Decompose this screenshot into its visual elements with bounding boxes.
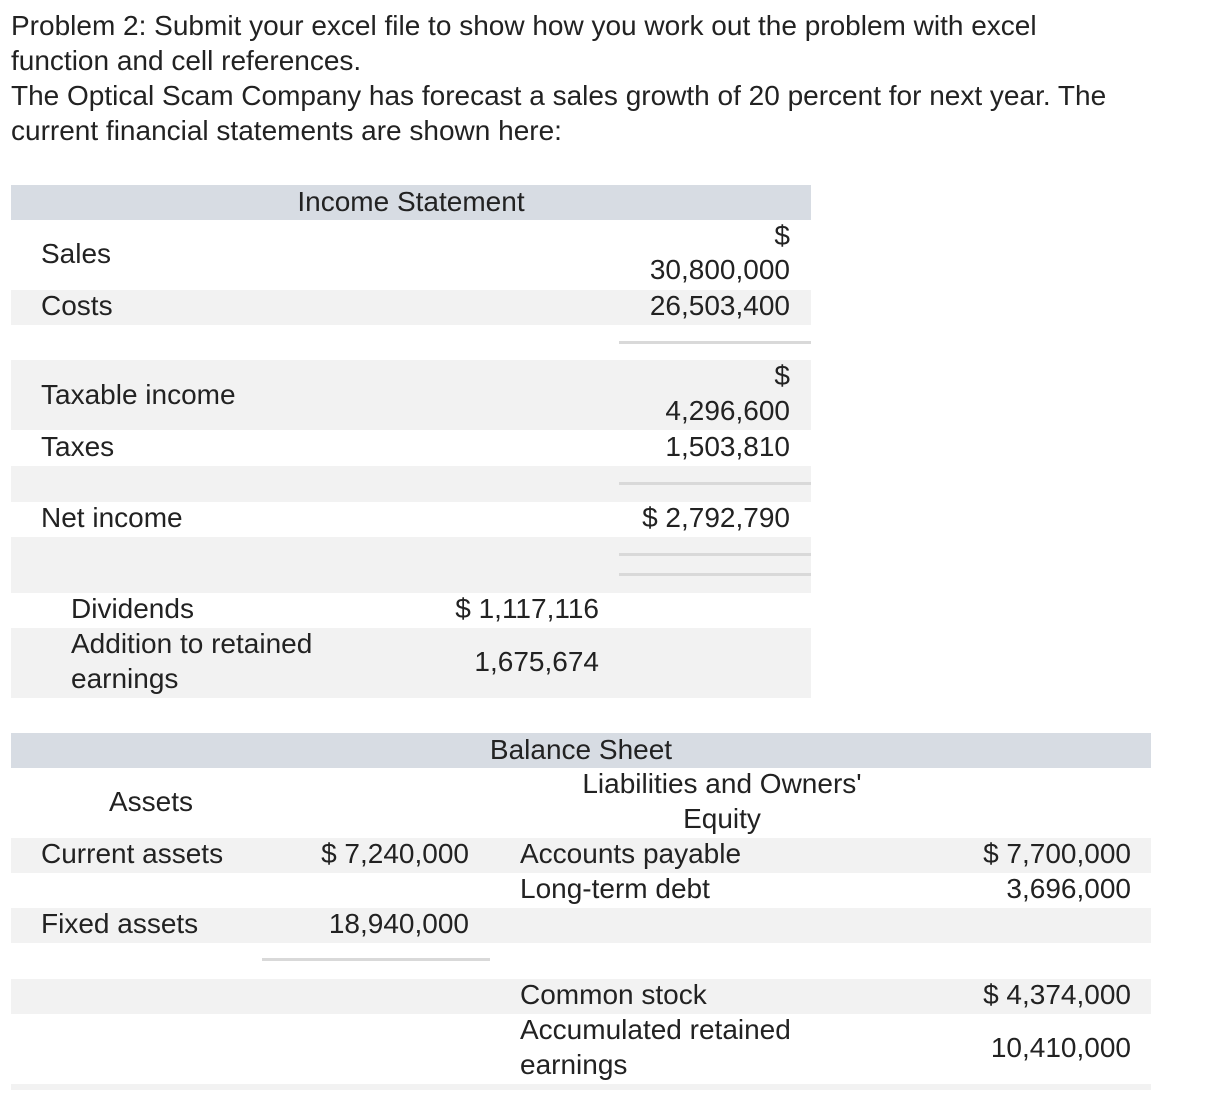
- accumulated-retained-value: 10,410,000: [990, 1032, 1131, 1063]
- balance-sheet-title: Balance Sheet: [489, 734, 673, 765]
- costs-value: 26,503,400: [649, 290, 790, 321]
- addition-retained-label-2: earnings: [71, 663, 179, 694]
- common-stock-value: $ 4,374,000: [983, 979, 1131, 1010]
- problem-text-line-3: The Optical Scam Company has forecast a sales growth of 20 percent for next year. The: [11, 80, 1107, 111]
- sales-label: Sales: [41, 238, 112, 269]
- current-assets-value: $ 7,240,000: [321, 838, 469, 869]
- assets-label: Assets: [108, 786, 194, 817]
- common-stock-label: Common stock: [520, 979, 707, 1010]
- long-term-debt-label: Long-term debt: [520, 873, 710, 904]
- fixed-assets-value: 18,940,000: [328, 908, 469, 939]
- double-underline-bottom: [619, 573, 811, 576]
- current-assets-label: Current assets: [41, 838, 224, 869]
- long-term-debt-value: 3,696,000: [1006, 873, 1131, 904]
- bottom-band: [11, 1084, 1151, 1090]
- problem-text-line-2: function and cell references.: [11, 45, 362, 76]
- spacer-band-2: [11, 537, 811, 593]
- taxable-income-label: Taxable income: [41, 379, 236, 410]
- net-income-value: $ 2,792,790: [642, 502, 790, 533]
- taxable-income-currency: $: [774, 360, 790, 391]
- costs-label: Costs: [41, 290, 113, 321]
- problem-text-line-1: Problem 2: Submit your excel file to show how you work out the problem with excel: [11, 10, 1037, 41]
- taxes-label: Taxes: [41, 431, 115, 462]
- sales-currency: $: [774, 220, 790, 251]
- double-underline-top: [619, 553, 811, 556]
- accounts-payable-value: $ 7,700,000: [983, 838, 1131, 869]
- underline-rule: [619, 482, 811, 485]
- taxable-income-value: 4,296,600: [665, 395, 790, 426]
- addition-retained-value: 1,675,674: [474, 646, 599, 677]
- problem-text-line-4: current financial statements are shown here:: [11, 115, 562, 146]
- underline-rule: [619, 341, 811, 344]
- dividends-value: $ 1,117,116: [455, 593, 599, 624]
- liabilities-label-1: Liabilities and Owners': [582, 768, 862, 799]
- income-statement-title: Income Statement: [297, 186, 525, 217]
- net-income-label: Net income: [41, 502, 183, 533]
- underline-rule: [262, 958, 490, 961]
- addition-retained-label-1: Addition to retained: [71, 628, 313, 659]
- sales-value: 30,800,000: [649, 254, 790, 285]
- accumulated-retained-label-1: Accumulated retained: [520, 1014, 791, 1045]
- liabilities-label-2: Equity: [683, 803, 761, 834]
- accounts-payable-label: Accounts payable: [520, 838, 742, 869]
- dividends-label: Dividends: [71, 593, 194, 624]
- fixed-assets-label: Fixed assets: [41, 908, 199, 939]
- accumulated-retained-label-2: earnings: [520, 1049, 628, 1080]
- taxes-value: 1,503,810: [665, 431, 790, 462]
